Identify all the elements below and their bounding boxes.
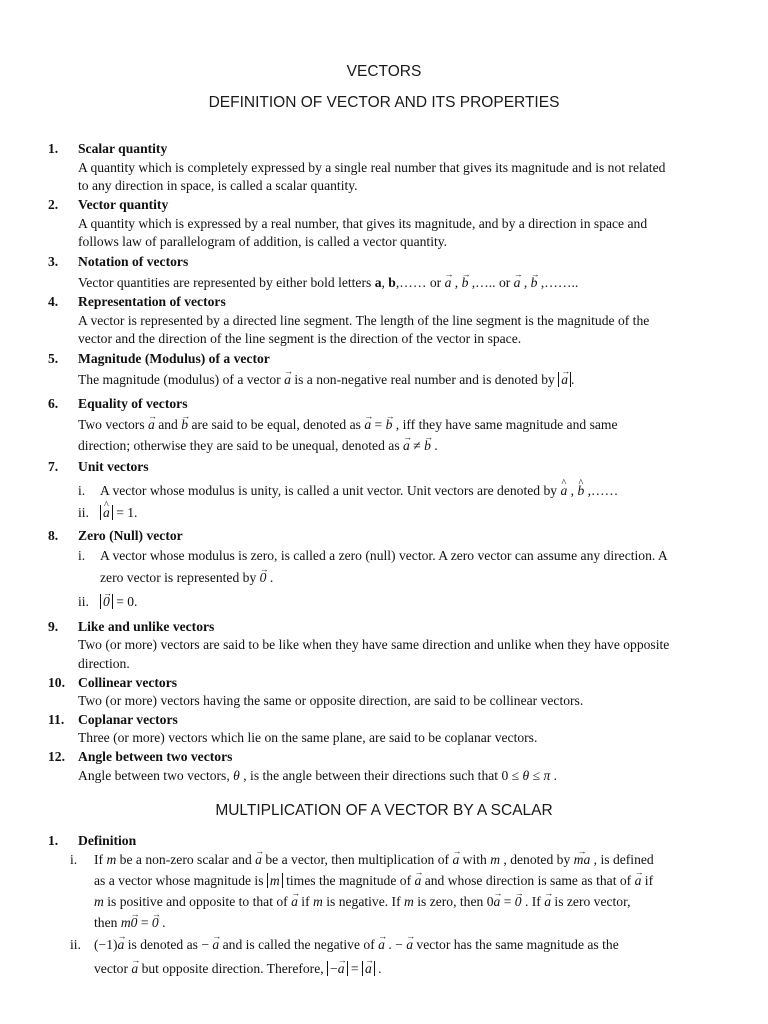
item-text [100,569,273,587]
item-heading: Like and unlike vectors [78,619,215,634]
vector-a: → a [291,893,298,911]
text-run: A vector whose modulus is unity, is called a unit vector. Unit vectors are denoted by [100,483,561,498]
scalar-m: m [94,894,104,909]
text-run: is zero vector, [551,894,631,909]
item-text [100,593,137,611]
roman-numeral: ii. [70,937,81,952]
not-equal-sign: ≠ [409,438,425,453]
scalar-m: m [313,894,323,909]
text-run: = [500,894,515,909]
text-run: vector has the same magnitude as the [413,937,619,952]
vector-a: → a [118,936,125,954]
item-number: 7. [48,459,59,474]
vector-b: → b [386,416,393,434]
item-text: A vector is represented by a directed line segment. The length of the line segment is the magnitude of the [78,313,650,328]
zero-vector: → 0 [260,569,267,587]
text-run: , is the angle between their directions such that 0 ≤ [239,768,523,783]
vector-a: → a [338,960,345,978]
item-number: 6. [48,396,59,411]
text-run: times the magnitude of [282,873,415,888]
zero-vector: → 0 [152,914,159,932]
doc-title: VECTORS [346,63,422,80]
item-number: 5. [48,351,59,366]
text-run: ,…….. [537,275,579,290]
text-run: . [374,961,382,976]
text-run: , iff they have same magnitude and same [392,417,618,432]
item-number: 8. [48,528,59,543]
text-run: . [570,372,575,387]
item-text: to any direction in space, is called a scalar quantity. [78,178,358,193]
text-run: direction; otherwise they are said to be unequal, denoted as [78,438,404,453]
item-number: 9. [48,619,59,634]
vector-a: → a [131,960,138,978]
text-run: . − [384,937,407,952]
vector-a: → a [544,893,551,911]
item-number: 1. [48,141,59,156]
text-run: and whose direction is same as that of [421,873,635,888]
bold-letter-b: b [388,275,396,290]
pi-symbol: π [543,768,551,783]
modulus-expression: −→ a [327,961,347,976]
text-run: , is defined [590,852,654,867]
item-text: vector and the direction of the line segment is the direction of the vector in space. [78,331,522,346]
vector-a: → a [365,960,372,978]
item-text: A quantity which is completely expressed by a single real number that gives its magnitude and is not related [78,160,666,175]
vector-a: → a [406,936,413,954]
item-heading: Collinear vectors [78,675,178,690]
item-heading: Notation of vectors [78,254,189,269]
text-run: if [297,894,314,909]
item-text: A vector whose modulus is zero, is called a zero (null) vector. A zero vector can assume any direction. A [100,548,668,563]
bold-letter-a: a [374,275,382,290]
text-run: . [430,438,438,453]
text-run: If [94,852,107,867]
text-run: be a non-zero scalar and [116,852,256,867]
item-text [94,936,619,954]
item-text [94,872,653,890]
vector-a: → a [415,872,422,890]
text-run: = 1. [112,505,138,520]
item-text: Three (or more) vectors which lie on the same plane, are said to be coplanar vectors. [78,730,538,745]
text-run: Vector quantities are represented by either bold letters [78,275,375,290]
vector-b: → b [531,274,538,292]
text-run: as a vector whose magnitude is [94,873,267,888]
modulus-expression [100,505,113,520]
text-run: if [641,873,654,888]
text-run: zero vector is represented by [100,570,260,585]
text-run: and [154,417,182,432]
text-run: is positive and opposite to that of [103,894,292,909]
roman-numeral: i. [70,852,78,867]
vector-b: → b [462,274,469,292]
text-run: Two vectors [78,417,149,432]
item-heading: Equality of vectors [78,396,188,411]
unit-vector-b: ^ b [577,482,584,500]
vector-ma: → ma [574,851,591,869]
item-number: 10. [48,675,65,690]
vector-a: → a [378,936,385,954]
item-text [94,851,654,869]
item-text [94,893,631,911]
item-heading: Vector quantity [78,197,169,212]
item-text [100,482,618,500]
text-run: = [347,961,362,976]
item-heading: Coplanar vectors [78,712,178,727]
text-run: are said to be equal, denoted as [188,417,365,432]
text-run: Angle between two vectors, [78,768,234,783]
vector-a: → a [148,416,155,434]
vector-a: → a [452,851,459,869]
vector-a: → a [561,371,568,389]
item-text [78,274,728,292]
text-run: vector [94,961,132,976]
text-run: ≤ [529,768,544,783]
equals-sign: = [371,417,386,432]
item-heading: Scalar quantity [78,141,168,156]
text-run: then [94,915,121,930]
vector-a: → a [494,893,501,911]
text-run: ,…… or [395,275,445,290]
item-number: 3. [48,254,59,269]
vector-a: → a [514,274,521,292]
vector-b: → b [181,416,188,434]
vector-b: → b [424,437,431,455]
roman-numeral: i. [78,548,86,563]
text-run: The magnitude (modulus) of a vector [78,372,285,387]
vector-a: → a [364,416,371,434]
item-text: Two (or more) vectors having the same or opposite direction, are said to be collinear vectors. [78,693,584,708]
modulus-expression [362,961,375,976]
vector-a: → a [403,437,410,455]
scalar-m: m [120,915,131,930]
item-text [78,437,728,455]
zero-vector: → 0 [103,593,110,611]
unit-vector-a: ^ a [560,482,567,500]
text-run: , [567,483,578,498]
item-text: direction. [78,656,130,671]
scalar-m: m [404,894,414,909]
vector-a: → a [635,872,642,890]
text-run: , [381,275,389,290]
item-text: follows law of parallelogram of addition, is called a vector quantity. [78,234,448,249]
unit-vector-a: ^ a [103,504,110,522]
roman-numeral: i. [78,483,86,498]
item-heading: Unit vectors [78,459,149,474]
text-run: . [550,768,558,783]
text-run: . [158,915,166,930]
text-run: , [520,275,531,290]
theta-symbol: θ [233,768,240,783]
text-run: is denoted as − [124,937,213,952]
item-text: A quantity which is expressed by a real number, that gives its magnitude, and by a direction in space and [78,216,648,231]
item-text [78,767,728,785]
scalar-m: m [490,852,501,867]
vector-a: → a [284,371,291,389]
text-run: and is called the negative of [219,937,379,952]
text-run: . If [521,894,545,909]
text-run: ,…… [584,483,619,498]
item-heading: Zero (Null) vector [78,528,183,543]
text-run: with [459,852,491,867]
section-title-multiplication: MULTIPLICATION OF A VECTOR BY A SCALAR [215,802,553,819]
text-run: ,….. or [468,275,514,290]
modulus-expression [558,372,571,387]
text-run: = 0. [112,594,138,609]
item-number: 2. [48,197,59,212]
vector-a: → a [255,851,262,869]
text-run: = [137,915,152,930]
item-text [94,914,166,932]
roman-numeral: ii. [78,505,89,520]
text-run: , denoted by [500,852,574,867]
item-number: 1. [48,833,59,848]
text-run: , [451,275,462,290]
zero-vector: → 0 [515,893,522,911]
text-run: . [266,570,274,585]
modulus-expression [100,594,113,609]
item-number: 11. [48,712,65,727]
item-text [94,960,382,978]
text-run: is negative. If [322,894,405,909]
text-run: (−1) [94,937,118,952]
theta-symbol: θ [522,768,530,783]
vector-a: → a [445,274,452,292]
item-text [100,504,137,522]
item-number: 12. [48,749,65,764]
scalar-m: m [106,852,117,867]
item-heading: Angle between two vectors [78,749,233,764]
section-title-definition: DEFINITION OF VECTOR AND ITS PROPERTIES [208,94,560,111]
item-heading: Representation of vectors [78,294,226,309]
text-run: is a non-negative real number and is denoted by [290,372,559,387]
item-text: Two (or more) vectors are said to be like when they have same direction and unlike when they have opposite [78,637,670,652]
item-number: 4. [48,294,59,309]
text-run: but opposite direction. Therefore, [138,961,328,976]
modulus-m: m [267,873,283,888]
text-run: is zero, then 0 [413,894,494,909]
zero-vector: → 0 [131,914,138,932]
item-heading: Definition [78,833,137,848]
text-run: be a vector, then multiplication of [261,852,453,867]
item-heading: Magnitude (Modulus) of a vector [78,351,270,366]
item-text [78,371,728,389]
vector-a: → a [212,936,219,954]
roman-numeral: ii. [78,594,89,609]
